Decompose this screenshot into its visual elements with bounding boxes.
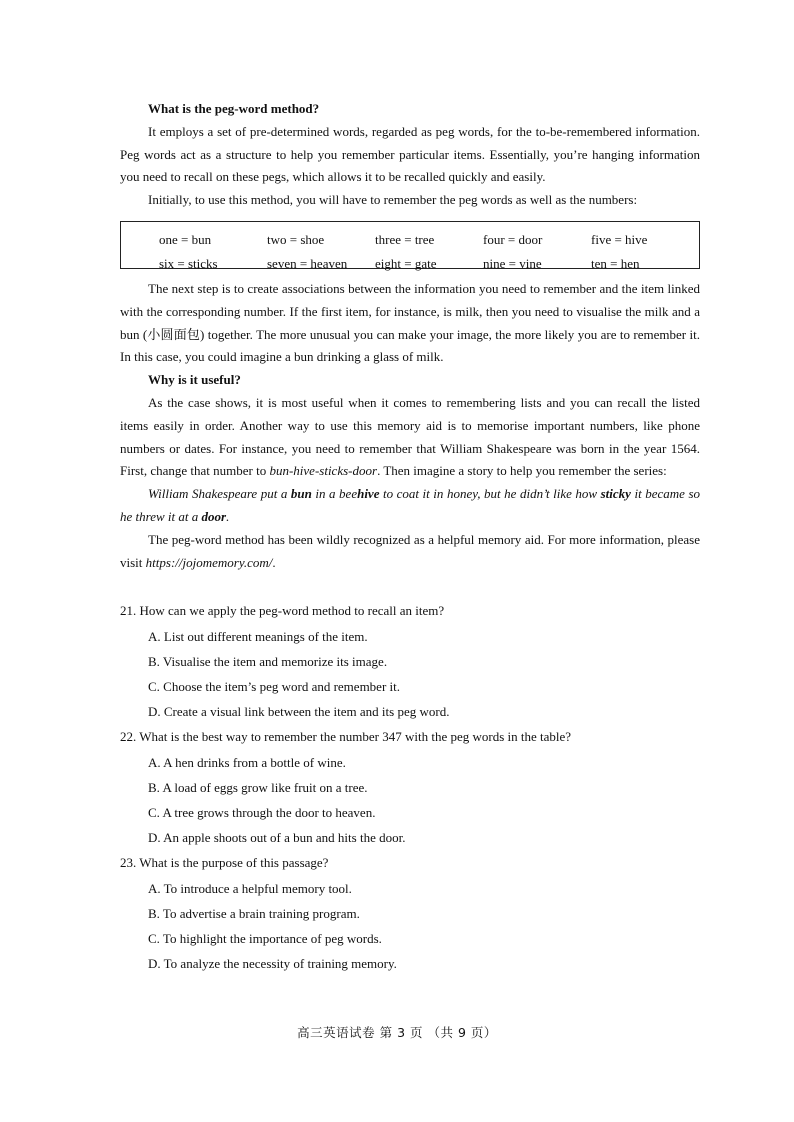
question-list: [120, 598, 700, 976]
paragraph-2: Initially, to use this method, you will have to remember the peg words as well as the numbers:: [148, 192, 638, 208]
peg-cell: one = bun: [159, 231, 212, 247]
option-c: C. To highlight the importance of peg words.: [148, 930, 382, 946]
peg-cell: ten = hen: [591, 255, 640, 271]
option-a: A. To introduce a helpful memory tool.: [148, 880, 352, 896]
option-c: C. A tree grows through the door to heaven.: [148, 804, 376, 820]
story-keyword: door: [201, 508, 227, 524]
peg-row-2: [159, 252, 699, 276]
peg-word-table: [120, 221, 700, 269]
question-stem: 21. How can we apply the peg-word method to recall an item?: [120, 603, 445, 619]
story-keyword: sticky: [600, 486, 631, 502]
section-heading-what: What is the peg-word method?: [148, 101, 320, 116]
peg-cell: eight = gate: [375, 255, 437, 271]
question-stem: 22. What is the best way to remember the number 347 with the peg words in the table?: [120, 729, 572, 745]
paragraph-5-end: .: [272, 554, 276, 570]
option-a: A. A hen drinks from a bottle of wine.: [148, 754, 346, 770]
website-link[interactable]: https://jojomemory.com/: [145, 554, 273, 570]
question-22: [120, 724, 700, 850]
paragraph-5-text: The peg-word method has been wildly recognized as a helpful memory aid. For more information, please visit: [120, 531, 700, 570]
story-text: it became so he threw it at a: [120, 486, 700, 524]
option-d: D. To analyze the necessity of training memory.: [148, 956, 397, 972]
passage: [120, 98, 700, 976]
story-text: to coat it in honey, but he didn’t like how: [379, 486, 601, 502]
peg-cell: three = tree: [375, 231, 435, 247]
peg-cell: nine = vine: [483, 255, 542, 271]
page-footer: 高三英语试卷 第 3 页 （共 9 页）: [297, 1025, 497, 1040]
option-b: B. A load of eggs grow like fruit on a tree.: [148, 779, 368, 795]
paragraph-5: [120, 529, 700, 575]
paragraph-4-text-b: . Then imagine a story to help you remember the series:: [377, 463, 667, 479]
peg-row-1: [159, 228, 699, 252]
option-a: A. List out different meanings of the item.: [148, 628, 368, 644]
question-21: [120, 598, 700, 724]
story-text: .: [226, 508, 230, 524]
shakespeare-story: [120, 483, 700, 529]
story-text: William Shakespeare put a: [148, 486, 291, 502]
story-text: in a bee: [311, 486, 358, 502]
option-b: B. To advertise a brain training program.: [148, 905, 360, 921]
paragraph-3: The next step is to create associations between the information you need to remember and the item linked with the corresponding number. If the first item, for instance, is milk, then you need to visualise the milk and a bun (小圆面包) together. The more unusual you can make your image, the more likely you are to remember it. In this case, you could imagine a bun drinking a glass of milk.: [120, 280, 700, 365]
peg-cell: five = hive: [591, 231, 648, 247]
option-c: C. Choose the item’s peg word and remember it.: [148, 678, 401, 694]
option-d: D. An apple shoots out of a bun and hits the door.: [148, 830, 406, 846]
question-23: [120, 850, 700, 976]
peg-series: bun-hive-sticks-door: [269, 463, 378, 479]
paragraph-4-text-a: As the case shows, it is most useful when it comes to remembering lists and you can recall the listed items easily in order. Another way to use this memory aid is to memorise important numbers, like phone numbers or dates. For instance, you need to remember that William Shakespeare was born in the year 1564. First, change that number to: [120, 394, 700, 479]
option-b: B. Visualise the item and memorize its image.: [148, 653, 388, 669]
peg-cell: six = sticks: [159, 255, 218, 271]
story-keyword: bun: [290, 486, 312, 502]
section-heading-why: Why is it useful?: [148, 372, 241, 388]
paragraph-1: It employs a set of pre-determined words, regarded as peg words, for the to-be-remembered information. Peg words act as a structure to help you remember particular items. Essentially, you’re hanging information you need to recall on these pegs, which allows it to be recalled quickly and easily.: [120, 123, 700, 185]
question-stem: 23. What is the purpose of this passage?: [120, 855, 329, 871]
paragraph-4: [120, 392, 700, 483]
option-d: D. Create a visual link between the item and its peg word.: [148, 704, 450, 720]
peg-cell: seven = heaven: [267, 255, 348, 271]
story-keyword: hive: [357, 486, 380, 502]
peg-cell: four = door: [483, 231, 543, 247]
peg-cell: two = shoe: [267, 231, 325, 247]
